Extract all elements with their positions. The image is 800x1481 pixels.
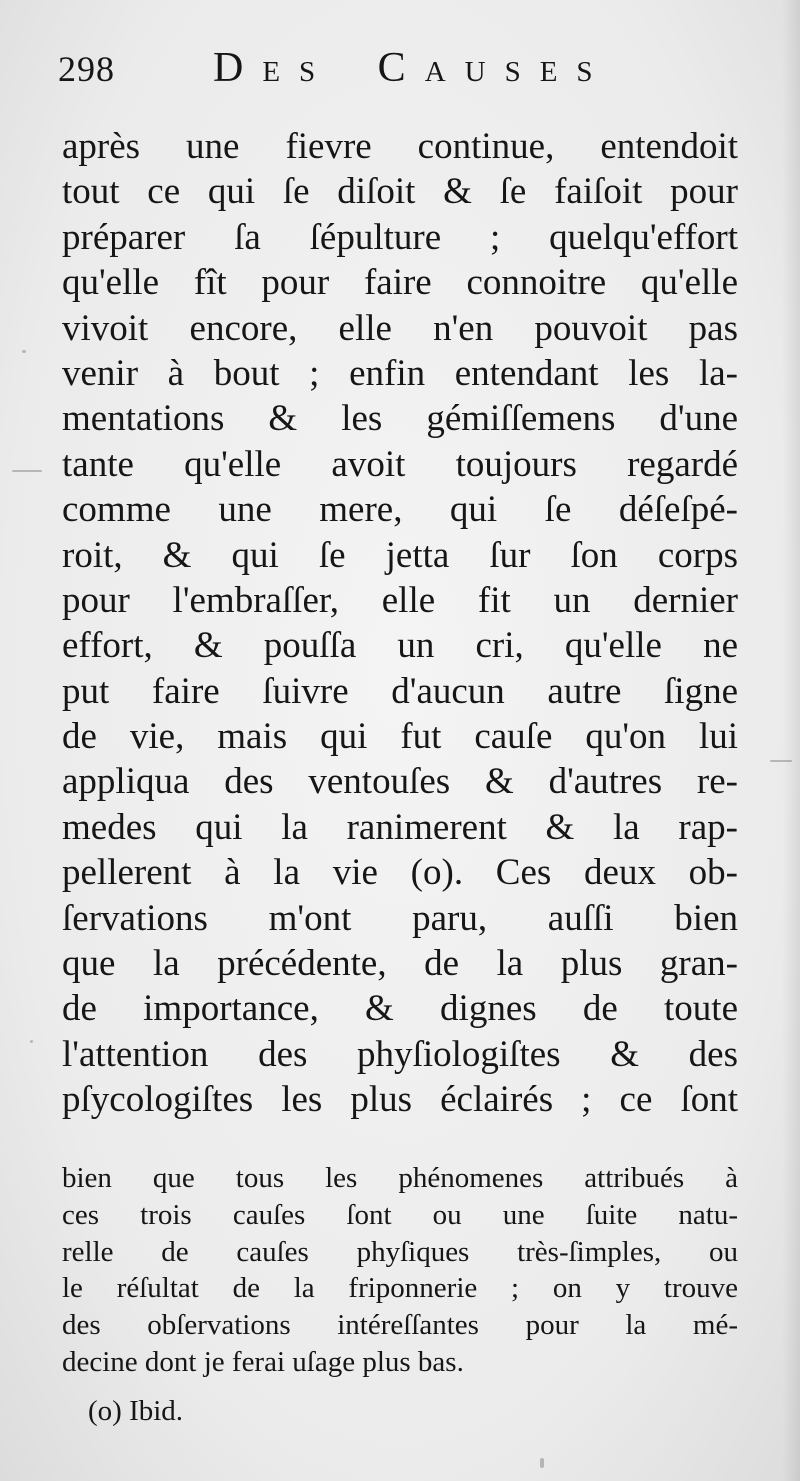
body-line: préparer ſa ſépulture ; quelqu'effort (62, 216, 738, 258)
body-text (62, 124, 738, 1123)
body-line: que la précédente, de la plus gran- (62, 943, 738, 985)
body-line: tout ce qui ſe diſoit & ſe faiſoit pour (62, 171, 738, 213)
body-line: de importance, & dignes de toute (62, 988, 738, 1030)
running-title: Des Causes (213, 45, 612, 91)
body-line: mentations & les gémiſſemens d'une (62, 398, 738, 440)
print-speck (22, 350, 26, 353)
body-line: effort, & pouſſa un cri, qu'elle ne (62, 625, 738, 667)
reference-note: (o) Ibid. (88, 1395, 184, 1427)
body-line: l'attention des phyſiologiſtes & des (62, 1033, 738, 1075)
body-line: qu'elle fît pour faire connoitre qu'elle (62, 262, 738, 304)
body-line: après une fievre continue, entendoit (62, 126, 738, 167)
body-line: pellerent à la vie (o). Ces deux ob- (62, 852, 738, 894)
print-speck (30, 1040, 33, 1043)
footnote-block (62, 1160, 738, 1381)
footnote-line: le réſultat de la friponnerie ; on y trouve (62, 1272, 738, 1305)
footnote-line: des obſervations intéreſſantes pour la mé- (62, 1309, 738, 1342)
body-line: vivoit encore, elle n'en pouvoit pas (62, 307, 738, 349)
body-line: ſervations m'ont paru, auſſi bien (62, 897, 738, 939)
body-line: tante qu'elle avoit toujours regardé (62, 443, 738, 485)
body-line: medes qui la ranimerent & la rap- (62, 806, 738, 848)
page-edge-shadow (782, 0, 800, 1481)
page-number: 298 (58, 49, 115, 89)
footnote-line: bien que tous les phénomenes attribués à (62, 1162, 738, 1194)
body-line: appliqua des ventouſes & d'autres re- (62, 761, 738, 803)
footnote-line: relle de cauſes phyſiques très-ſimples, ou (62, 1235, 738, 1268)
print-speck (540, 1458, 544, 1468)
body-line: put faire ſuivre d'aucun autre ſigne (62, 670, 738, 712)
footnote-line: decine dont je ferai uſage plus bas. (62, 1345, 464, 1378)
print-speck (12, 470, 42, 472)
footnote-line: ces trois cauſes ſont ou une ſuite natu- (62, 1198, 738, 1231)
body-line: pſycologiſtes les plus éclairés ; ce ſont (62, 1079, 738, 1121)
body-line: comme une mere, qui ſe déſeſpé- (62, 489, 738, 531)
running-head (58, 40, 738, 100)
body-line: de vie, mais qui fut cauſe qu'on lui (62, 716, 738, 758)
body-line: venir à bout ; enfin entendant les la- (62, 352, 738, 394)
body-line: roit, & qui ſe jetta ſur ſon corps (62, 534, 738, 576)
body-line: pour l'embraſſer, elle fit un dernier (62, 579, 738, 621)
